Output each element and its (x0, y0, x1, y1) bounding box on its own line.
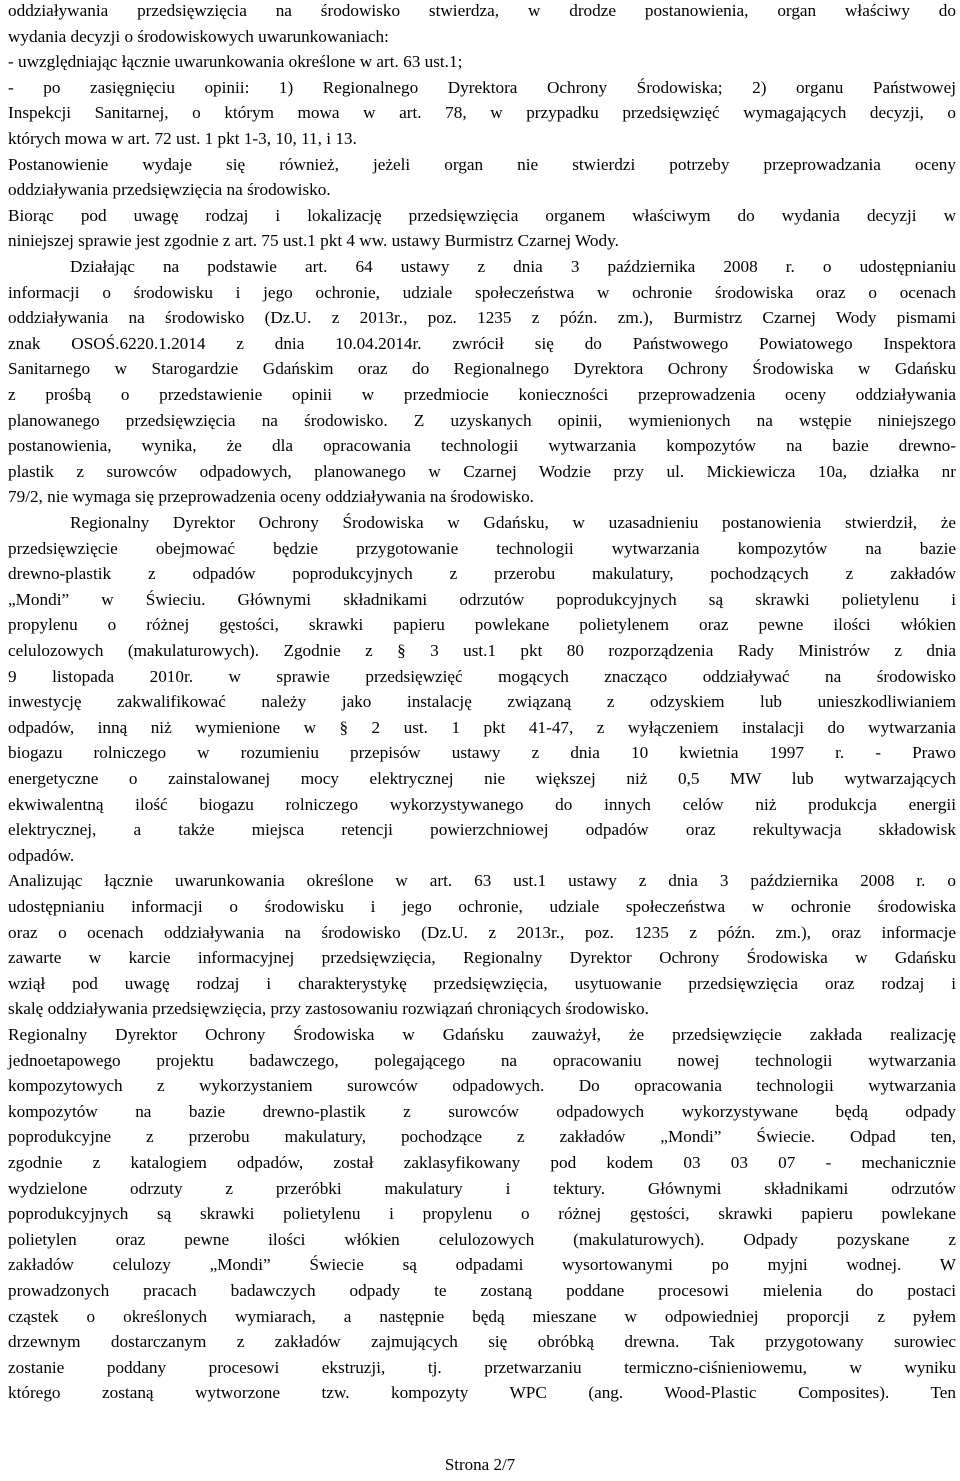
text-line: oraz o ocenach oddziaływania na środowisko (Dz.U. z 2013r., poz. 1235 z późn. zm.), oraz informacje (8, 922, 956, 942)
text-line: odpadów. (8, 845, 75, 865)
page-number: Strona 2/7 (444, 1455, 516, 1474)
text-line: Regionalny Dyrektor Ochrony Środowiska w Gdańsku zauważył, że przedsięwzięcie zakłada realizację (8, 1025, 956, 1044)
text-line: - uwzględniając łącznie uwarunkowania określone w art. 63 ust.1; (8, 52, 463, 72)
text-line: Działając na podstawie art. 64 ustawy z dnia 3 października 2008 r. o udostępnianiu (70, 257, 956, 276)
text-line: Sanitarnego w Starogardzie Gdańskim oraz do Regionalnego Dyrektora Ochrony Środowiska w Gdańsku (8, 359, 956, 379)
text-line: przedsięwzięcie obejmować będzie przygotowanie technologii wytwarzania kompozytów na bazie (8, 538, 956, 558)
text-line: celulozowych (makulaturowych). Zgodnie z § 3 ust.1 pkt 80 rozporządzenia Rady Ministrów z dnia (8, 641, 956, 660)
text-line: wziął pod uwagę rodzaj i charakterystykę przedsięwzięcia, usytuowanie przedsięwzięcia oraz rodzaj i (8, 973, 956, 993)
text-line: biogazu rolniczego w rozumieniu przepisów ustawy z dnia 10 kwietnia 1997 r. - Prawo (8, 743, 956, 763)
text-line: kompozytów na bazie drewno-plastik z surowców odpadowych wykorzystywane będą odpady (8, 1101, 956, 1121)
text-line: z prośbą o przedstawienie opinii w przedmiocie konieczności przeprowadzenia oceny oddziaływania (8, 385, 956, 404)
text-line: postanowienia, wynika, że dla opracowania technologii wytwarzania kompozytów na bazie drewno- (8, 436, 956, 456)
text-line: ekwiwalentną ilość biogazu rolniczego wykorzystywanego do innych celów niż produkcja energii (8, 794, 956, 814)
text-line: 9 listopada 2010r. w sprawie przedsięwzięć mogących znacząco oddziaływać na środowisko (8, 666, 956, 686)
text-line: Inspekcji Sanitarnej, o którym mowa w art. 78, w przypadku przedsięwzięć wymagających decyzji, o (8, 103, 956, 123)
text-line: drzewnym dostarczanym z zakładów zajmujących się obróbką drewna. Tak przygotowany surowiec (8, 1332, 956, 1352)
text-line: Postanowienie wydaje się również, jeżeli organ nie stwierdzi potrzeby przeprowadzania oceny (8, 154, 956, 174)
text-line: „Mondi” w Świeciu. Głównymi składnikami odrzutów poprodukcyjnych są skrawki polietylenu i (8, 589, 956, 609)
text-line: Regionalny Dyrektor Ochrony Środowiska w Gdańsku, w uzasadnieniu postanowienia stwierdził, że (70, 513, 956, 532)
text-line: odpadów, inną niż wymienione w § 2 ust. 1 pkt 41-47, z wyłączeniem instalacji do wytwarzania (8, 717, 956, 737)
text-line: niniejszej sprawie jest zgodnie z art. 75 ust.1 pkt 4 ww. ustawy Burmistrz Czarnej Wody. (8, 231, 619, 251)
text-line: polietylen oraz pewne ilości włókien celulozowych (makulaturowych). Odpady pozyskane z (8, 1229, 956, 1249)
text-line: cząstek o określonych wymiarach, a następnie będą mieszane w odpowiedniej proporcji z pyłem (8, 1306, 956, 1326)
text-line: jednoetapowego projektu badawczego, polegającego na opracowaniu nowej technologii wytwarzania (8, 1050, 956, 1070)
text-line: oddziaływania na środowisko (Dz.U. z 2013r., poz. 1235 z późn. zm.), Burmistrz Czarnej Wody pismami (8, 308, 956, 328)
text-line: drewno-plastik z odpadów poprodukcyjnych z przerobu makulatury, pochodzących z zakładów (8, 564, 956, 584)
text-line: zostanie poddany procesowi ekstruzji, tj. przetwarzaniu termiczno-ciśnieniowemu, w wyniku (8, 1357, 956, 1377)
text-line: elektrycznej, a także miejsca retencji powierzchniowej odpadów oraz rekultywacja składowisk (8, 820, 956, 840)
text-line: skalę oddziaływania przedsięwzięcia, przy zastosowaniu rozwiązań chroniących środowisko. (8, 999, 649, 1019)
text-line: inwestycję zakwalifikować należy jako instalację związaną z odzyskiem lub unieszkodliwianiem (8, 692, 956, 712)
text-line: - po zasięgnięciu opinii: 1) Regionalnego Dyrektora Ochrony Środowiska; 2) organu Państwowej (8, 77, 956, 97)
text-line: Biorąc pod uwagę rodzaj i lokalizację przedsięwzięcia organem właściwym do wydania decyzji w (8, 205, 956, 225)
text-line: 79/2, nie wymaga się przeprowadzenia oceny oddziaływania na środowisko. (8, 487, 534, 507)
text-line: Analizując łącznie uwarunkowania określone w art. 63 ust.1 ustawy z dnia 3 października 2008 r. o (8, 871, 956, 891)
text-line: prowadzonych pracach badawczych odpady te zostaną poddane procesowi mielenia do postaci (8, 1281, 956, 1300)
text-line: udostępnianiu informacji o środowisku i jego ochronie, udziale społeczeństwa w ochronie środowiska (8, 897, 956, 916)
text-line: wydania decyzji o środowiskowych uwarunkowaniach: (8, 26, 389, 46)
text-line: zakładów celulozy „Mondi” Świecie są odpadami wysortowanymi po myjni wodnej. W (8, 1255, 956, 1275)
text-line: oddziaływania przedsięwzięcia na środowisko stwierdza, w drodze postanowienia, organ właściwy do (8, 1, 956, 20)
text-line: których mowa w art. 72 ust. 1 pkt 1-3, 10, 11, i 13. (8, 129, 357, 148)
text-line: oddziaływania przedsięwzięcia na środowisko. (8, 180, 331, 200)
text-line: kompozytowych z wykorzystaniem surowców odpadowych. Do opracowania technologii wytwarzania (8, 1076, 956, 1096)
text-line: propylenu o różnej gęstości, skrawki papieru powlekane polietylenem oraz pewne ilości włókien (8, 615, 956, 635)
text-line: planowanego przedsięwzięcia na środowisko. Z uzyskanych opinii, wymienionych na wstępie niniejszego (8, 410, 956, 430)
text-line: wydzielone odrzuty z przeróbki makulatury i tektury. Głównymi składnikami odrzutów (8, 1178, 956, 1198)
text-line: znak OSOŚ.6220.1.2014 z dnia 10.04.2014r. zwrócił się do Państwowego Powiatowego Inspektora (8, 333, 956, 353)
text-line: zgodnie z katalogiem odpadów, został zaklasyfikowany pod kodem 03 03 07 - mechanicznie (8, 1153, 956, 1172)
text-line: energetyczne o zainstalowanej mocy elektrycznej nie większej niż 0,5 MW lub wytwarzających (8, 769, 956, 788)
text-line: którego zostaną wytworzone tzw. kompozyty WPC (ang. Wood-Plastic Composites). Ten (8, 1383, 956, 1403)
text-line: plastik z surowców odpadowych, planowanego w Czarnej Wodzie przy ul. Mickiewicza 10a, działka nr (8, 461, 956, 481)
text-line: poprodukcyjnych są skrawki polietylenu i propylenu o różnej gęstości, skrawki papieru powlekane (8, 1204, 956, 1224)
text-line: informacji o środowisku i jego ochronie, udziale społeczeństwa w ochronie środowiska oraz o ocenach (8, 282, 956, 302)
text-line: poprodukcyjne z przerobu makulatury, pochodzące z zakładów „Mondi” Świecie. Odpad ten, (8, 1127, 956, 1147)
text-line: zawarte w karcie informacyjnej przedsięwzięcia, Regionalny Dyrektor Ochrony Środowiska w Gdańsku (8, 948, 956, 968)
